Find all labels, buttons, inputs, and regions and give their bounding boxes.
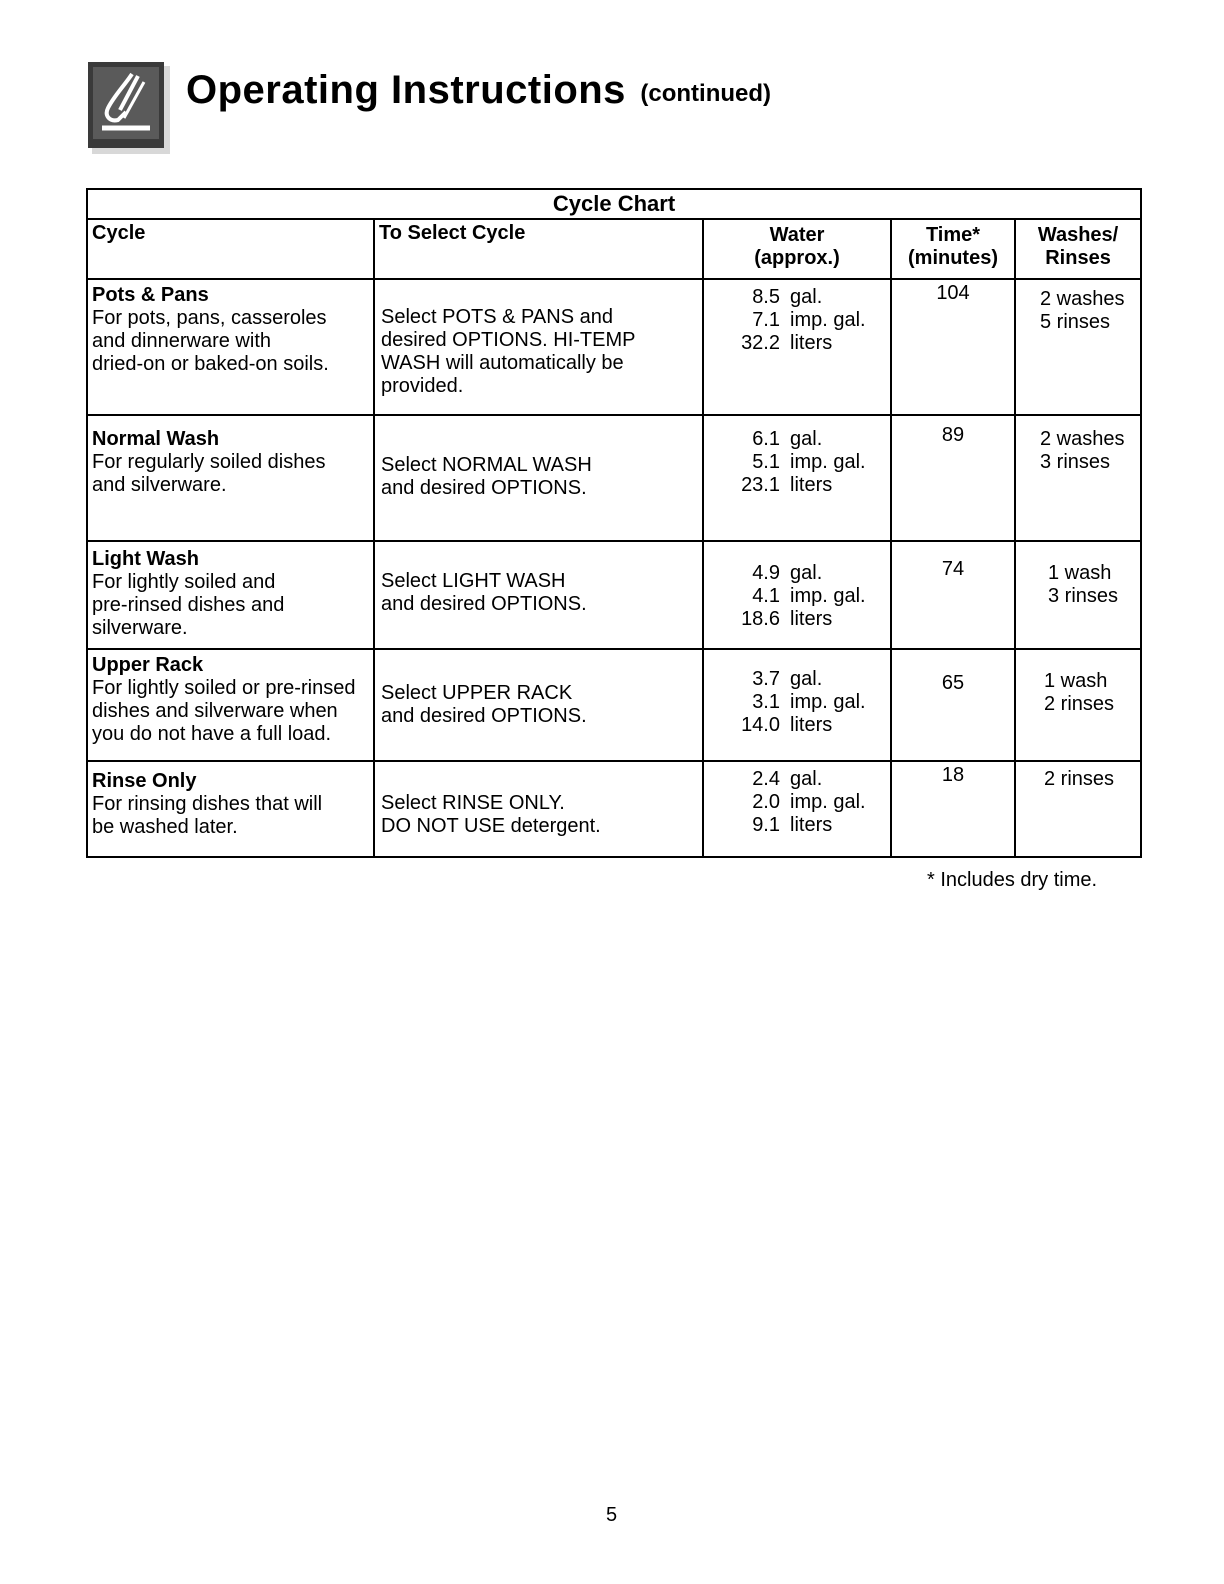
page-number: 5 <box>606 1504 618 1526</box>
water-amount: 8.5 <box>752 286 780 308</box>
water-unit: gal. <box>790 668 823 690</box>
water-line <box>704 585 890 608</box>
column-header-washes <box>1015 219 1141 279</box>
water-amount: 23.1 <box>741 474 780 496</box>
water-cell <box>703 649 891 761</box>
column-header-water-line2: (approx.) <box>754 247 840 269</box>
column-header-time-line1: Time* <box>925 224 981 246</box>
column-header-washes-line1: Washes/ <box>1037 224 1119 246</box>
water-amount: 18.6 <box>741 608 780 630</box>
water-line <box>704 714 890 737</box>
table-row <box>87 541 1141 649</box>
water-amount: 2.0 <box>752 791 780 813</box>
water-unit: imp. gal. <box>790 691 866 713</box>
washes-cell <box>1015 761 1141 857</box>
hand-pointer-icon <box>88 62 168 154</box>
cycle-description-line: For rinsing dishes that will <box>92 793 323 815</box>
title-text: Operating Instructions <box>186 68 626 112</box>
cycle-description-line: For lightly soiled or pre-rinsed <box>92 677 356 699</box>
cycle-description-line: For lightly soiled and <box>92 571 276 593</box>
water-line <box>704 791 890 814</box>
cycle-description-line: be washed later. <box>92 816 238 838</box>
select-line: desired OPTIONS. HI-TEMP <box>381 329 636 351</box>
cycle-cell <box>87 649 374 761</box>
water-line <box>704 451 890 474</box>
cycle-cell <box>87 279 374 415</box>
washes-line: 1 wash <box>1044 670 1108 692</box>
water-amount: 4.9 <box>752 562 780 584</box>
water-line <box>704 814 890 837</box>
select-cell <box>374 415 703 541</box>
washes-line: 3 rinses <box>1040 451 1111 473</box>
cycle-description-line: and silverware. <box>92 474 227 496</box>
washes-line: 3 rinses <box>1048 585 1119 607</box>
select-line: Select RINSE ONLY. <box>381 792 565 814</box>
water-amount: 3.7 <box>752 668 780 690</box>
water-unit: gal. <box>790 562 823 584</box>
water-unit: liters <box>790 474 833 496</box>
water-unit: gal. <box>790 768 823 790</box>
washes-line: 2 rinses <box>1044 693 1115 715</box>
cycle-cell <box>87 761 374 857</box>
water-amount: 9.1 <box>752 814 780 836</box>
water-amount: 5.1 <box>752 451 780 473</box>
time-cell: 74 <box>891 541 1015 649</box>
washes-cell <box>1015 415 1141 541</box>
select-line: provided. <box>381 375 464 397</box>
water-line <box>704 608 890 631</box>
water-unit: imp. gal. <box>790 309 866 331</box>
cycle-description-line: you do not have a full load. <box>92 723 332 745</box>
column-header-cycle: Cycle <box>87 219 374 279</box>
select-line: Select POTS & PANS and <box>381 306 613 328</box>
table-row <box>87 279 1141 415</box>
cycle-name: Rinse Only <box>92 770 197 792</box>
water-line <box>704 768 890 791</box>
time-cell: 65 <box>891 649 1015 761</box>
select-cell <box>374 541 703 649</box>
water-unit: imp. gal. <box>790 585 866 607</box>
washes-line: 5 rinses <box>1040 311 1111 333</box>
table-row <box>87 649 1141 761</box>
water-unit: liters <box>790 714 833 736</box>
cycle-description-line: and dinnerware with <box>92 330 271 352</box>
column-header-time-line2: (minutes) <box>908 247 998 269</box>
water-unit: gal. <box>790 428 823 450</box>
water-amount: 2.4 <box>752 768 780 790</box>
washes-line: 2 washes <box>1040 288 1125 310</box>
select-line: and desired OPTIONS. <box>381 593 587 615</box>
water-unit: liters <box>790 814 833 836</box>
water-unit: liters <box>790 608 833 630</box>
cycle-cell <box>87 415 374 541</box>
washes-line: 2 rinses <box>1044 768 1115 790</box>
table-row <box>87 415 1141 541</box>
cycle-cell <box>87 541 374 649</box>
footnote: * Includes dry time. <box>927 869 1098 891</box>
cycle-chart-table <box>86 188 1142 858</box>
water-amount: 3.1 <box>752 691 780 713</box>
water-line <box>704 286 890 309</box>
time-cell: 18 <box>891 761 1015 857</box>
select-line: Select LIGHT WASH <box>381 570 566 592</box>
washes-cell <box>1015 649 1141 761</box>
table-row <box>87 761 1141 857</box>
water-amount: 7.1 <box>752 309 780 331</box>
select-cell <box>374 649 703 761</box>
water-amount: 6.1 <box>752 428 780 450</box>
page-header <box>88 62 772 154</box>
column-header-select: To Select Cycle <box>374 219 703 279</box>
water-unit: imp. gal. <box>790 791 866 813</box>
cycle-name: Pots & Pans <box>92 284 209 306</box>
chart-title: Cycle Chart <box>87 189 1141 219</box>
water-line <box>704 668 890 691</box>
cycle-name: Light Wash <box>92 548 200 570</box>
washes-line: 1 wash <box>1048 562 1112 584</box>
water-line <box>704 691 890 714</box>
water-amount: 14.0 <box>741 714 780 736</box>
select-line: WASH will automatically be <box>381 352 624 374</box>
column-header-washes-line2: Rinses <box>1045 247 1111 269</box>
select-cell <box>374 279 703 415</box>
washes-line: 2 washes <box>1040 428 1125 450</box>
cycle-description-line: dishes and silverware when <box>92 700 338 722</box>
cycle-description-line: For regularly soiled dishes <box>92 451 326 473</box>
cycle-description-line: dried-on or baked-on soils. <box>92 353 329 375</box>
water-line <box>704 474 890 497</box>
water-cell <box>703 761 891 857</box>
water-amount: 4.1 <box>752 585 780 607</box>
column-header-time <box>891 219 1015 279</box>
water-cell <box>703 541 891 649</box>
select-line: DO NOT USE detergent. <box>381 815 601 837</box>
column-header-water-line1: Water <box>769 224 825 246</box>
water-cell <box>703 415 891 541</box>
water-unit: imp. gal. <box>790 451 866 473</box>
select-line: and desired OPTIONS. <box>381 705 587 727</box>
cycle-description-line: pre-rinsed dishes and <box>92 594 285 616</box>
water-amount: 32.2 <box>741 332 780 354</box>
water-unit: gal. <box>790 286 823 308</box>
select-line: and desired OPTIONS. <box>381 477 587 499</box>
select-line: Select NORMAL WASH <box>381 454 592 476</box>
title-subtitle: (continued) <box>640 80 772 107</box>
water-unit: liters <box>790 332 833 354</box>
select-cell <box>374 761 703 857</box>
washes-cell <box>1015 541 1141 649</box>
water-line <box>704 428 890 451</box>
column-header-water <box>703 219 891 279</box>
select-line: Select UPPER RACK <box>381 682 573 704</box>
cycle-name: Upper Rack <box>92 654 204 676</box>
cycle-description-line: For pots, pans, casseroles <box>92 307 327 329</box>
page-title <box>186 68 771 113</box>
cycle-name: Normal Wash <box>92 428 220 450</box>
water-line <box>704 332 890 355</box>
washes-cell <box>1015 279 1141 415</box>
water-line <box>704 562 890 585</box>
cycle-description-line: silverware. <box>92 617 188 639</box>
water-cell <box>703 279 891 415</box>
time-cell: 104 <box>891 279 1015 415</box>
water-line <box>704 309 890 332</box>
time-cell: 89 <box>891 415 1015 541</box>
